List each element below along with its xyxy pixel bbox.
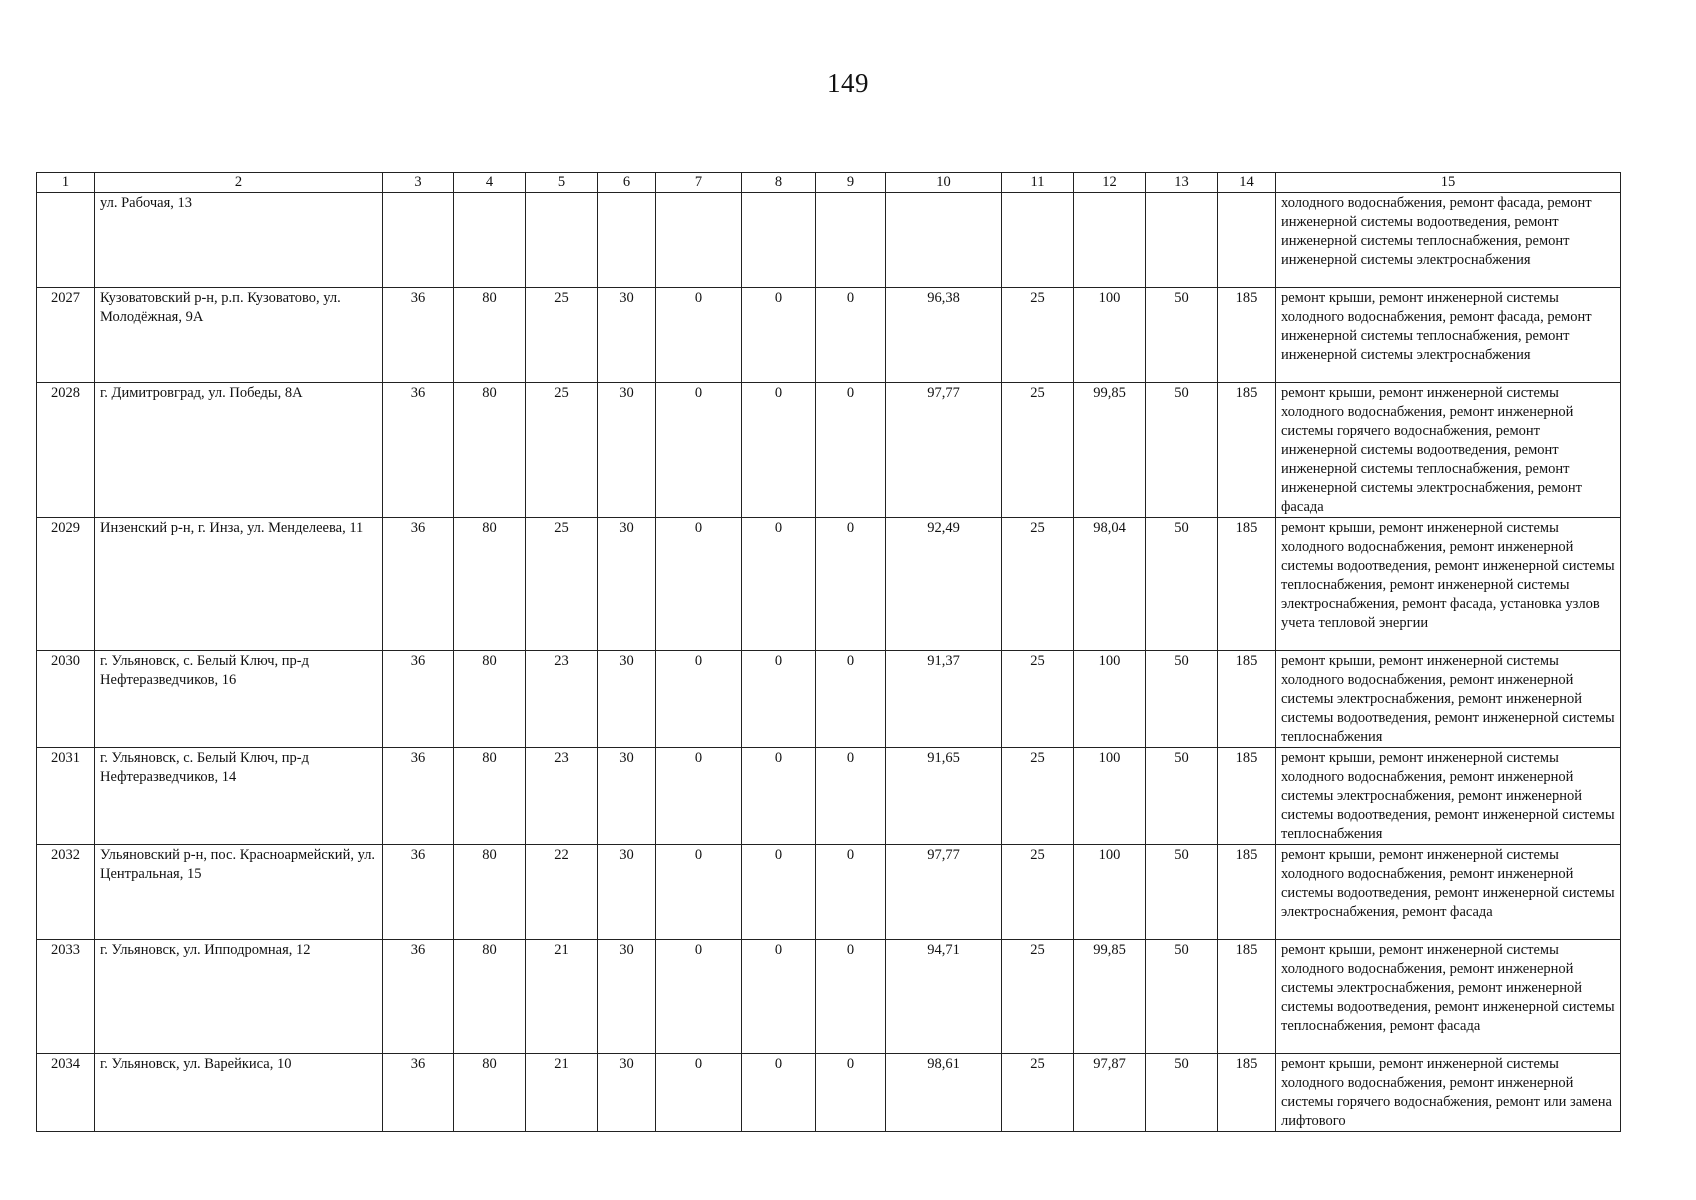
value-cell: 94,71 [886,940,1002,1054]
value-cell: 25 [526,288,598,383]
value-cell: 50 [1146,288,1218,383]
column-header-4: 4 [454,173,526,193]
address-cell: г. Ульяновск, ул. Варейкиса, 10 [95,1054,383,1132]
value-cell: 91,37 [886,651,1002,748]
value-cell: 50 [1146,518,1218,651]
value-cell: 80 [454,288,526,383]
value-cell: 185 [1218,748,1276,845]
row-number-cell: 2030 [37,651,95,748]
value-cell [1002,193,1074,288]
row-number-cell [37,193,95,288]
table-row [37,288,1621,383]
row-number-cell: 2028 [37,383,95,518]
address-cell: Ульяновский р-н, пос. Красноармейский, ул. Центральная, 15 [95,845,383,940]
value-cell: 25 [1002,518,1074,651]
value-cell: 30 [598,288,656,383]
value-cell: 185 [1218,288,1276,383]
value-cell: 97,87 [1074,1054,1146,1132]
value-cell: 0 [656,845,742,940]
value-cell: 36 [383,845,454,940]
value-cell: 0 [656,288,742,383]
value-cell: 185 [1218,651,1276,748]
value-cell: 0 [816,518,886,651]
value-cell [656,193,742,288]
value-cell: 30 [598,1054,656,1132]
value-cell: 0 [816,288,886,383]
value-cell: 185 [1218,845,1276,940]
value-cell: 80 [454,940,526,1054]
value-cell: 100 [1074,748,1146,845]
column-header-15: 15 [1276,173,1621,193]
value-cell: 23 [526,748,598,845]
value-cell: 0 [742,518,816,651]
value-cell: 80 [454,383,526,518]
value-cell: 0 [816,1054,886,1132]
value-cell: 36 [383,383,454,518]
value-cell: 25 [1002,651,1074,748]
value-cell: 0 [742,748,816,845]
row-number-cell: 2031 [37,748,95,845]
value-cell: 0 [742,940,816,1054]
value-cell: 0 [656,1054,742,1132]
table-row [37,748,1621,845]
column-header-3: 3 [383,173,454,193]
value-cell: 0 [742,845,816,940]
column-header-5: 5 [526,173,598,193]
value-cell: 100 [1074,845,1146,940]
column-header-8: 8 [742,173,816,193]
value-cell: 99,85 [1074,940,1146,1054]
value-cell: 98,61 [886,1054,1002,1132]
value-cell: 25 [1002,748,1074,845]
row-number-cell: 2029 [37,518,95,651]
row-number-cell: 2027 [37,288,95,383]
column-header-10: 10 [886,173,1002,193]
value-cell: 0 [816,940,886,1054]
row-number-cell: 2034 [37,1054,95,1132]
row-number-cell: 2032 [37,845,95,940]
value-cell [1146,193,1218,288]
value-cell [1218,193,1276,288]
address-cell: г. Ульяновск, ул. Ипподромная, 12 [95,940,383,1054]
table-row [37,1054,1621,1132]
value-cell: 0 [742,383,816,518]
works-list-cell: ремонт крыши, ремонт инженерной системы холодного водоснабжения, ремонт инженерной системы горячего водоснабжения, ремонт инженерной системы водоотведения, ремонт инженерной системы теплоснабжения, ремонт инженерной системы электроснабжения, ремонт фасада [1276,383,1621,518]
value-cell: 25 [1002,1054,1074,1132]
value-cell: 0 [656,940,742,1054]
works-list-cell: ремонт крыши, ремонт инженерной системы холодного водоснабжения, ремонт инженерной системы электроснабжения, ремонт инженерной системы водоотведения, ремонт инженерной системы теплоснабжения [1276,651,1621,748]
table-row [37,193,1621,288]
value-cell: 185 [1218,940,1276,1054]
address-cell: ул. Рабочая, 13 [95,193,383,288]
value-cell: 80 [454,748,526,845]
address-cell: Кузоватовский р-н, р.п. Кузоватово, ул. Молодёжная, 9А [95,288,383,383]
value-cell: 0 [656,518,742,651]
value-cell: 50 [1146,940,1218,1054]
value-cell: 50 [1146,383,1218,518]
value-cell: 0 [742,1054,816,1132]
value-cell [742,193,816,288]
value-cell: 30 [598,651,656,748]
value-cell: 36 [383,518,454,651]
value-cell: 97,77 [886,845,1002,940]
value-cell: 30 [598,940,656,1054]
value-cell [383,193,454,288]
address-cell: г. Димитровград, ул. Победы, 8А [95,383,383,518]
value-cell: 0 [742,288,816,383]
value-cell [886,193,1002,288]
value-cell: 30 [598,748,656,845]
data-table [36,172,1621,1132]
value-cell: 23 [526,651,598,748]
value-cell: 21 [526,1054,598,1132]
value-cell: 185 [1218,383,1276,518]
value-cell: 100 [1074,288,1146,383]
value-cell: 30 [598,845,656,940]
value-cell: 25 [1002,940,1074,1054]
value-cell: 25 [526,518,598,651]
column-header-6: 6 [598,173,656,193]
column-header-12: 12 [1074,173,1146,193]
works-list-cell: ремонт крыши, ремонт инженерной системы холодного водоснабжения, ремонт фасада, ремонт инженерной системы теплоснабжения, ремонт инженерной системы электроснабжения [1276,288,1621,383]
address-cell: г. Ульяновск, с. Белый Ключ, пр-д Нефтеразведчиков, 14 [95,748,383,845]
page-number: 149 [827,68,869,98]
value-cell: 36 [383,748,454,845]
value-cell: 36 [383,940,454,1054]
value-cell: 80 [454,651,526,748]
header-row [37,173,1621,193]
value-cell: 99,85 [1074,383,1146,518]
value-cell: 185 [1218,1054,1276,1132]
table-row [37,940,1621,1054]
value-cell: 36 [383,651,454,748]
column-header-2: 2 [95,173,383,193]
value-cell: 98,04 [1074,518,1146,651]
value-cell: 0 [656,651,742,748]
value-cell: 80 [454,845,526,940]
value-cell [598,193,656,288]
value-cell: 22 [526,845,598,940]
table-row [37,845,1621,940]
value-cell: 185 [1218,518,1276,651]
value-cell [526,193,598,288]
column-header-14: 14 [1218,173,1276,193]
value-cell: 30 [598,383,656,518]
value-cell: 50 [1146,651,1218,748]
value-cell: 30 [598,518,656,651]
value-cell: 92,49 [886,518,1002,651]
value-cell: 50 [1146,748,1218,845]
works-list-cell: ремонт крыши, ремонт инженерной системы холодного водоснабжения, ремонт инженерной системы водоотведения, ремонт инженерной системы теплоснабжения, ремонт инженерной системы электроснабжения, ремонт фасада, установка узлов учета тепловой энергии [1276,518,1621,651]
works-list-cell: ремонт крыши, ремонт инженерной системы холодного водоснабжения, ремонт инженерной системы электроснабжения, ремонт инженерной системы водоотведения, ремонт инженерной системы теплоснабжения, ремонт фасада [1276,940,1621,1054]
value-cell: 25 [1002,288,1074,383]
address-cell: г. Ульяновск, с. Белый Ключ, пр-д Нефтеразведчиков, 16 [95,651,383,748]
value-cell: 0 [816,845,886,940]
value-cell: 91,65 [886,748,1002,845]
works-list-cell: ремонт крыши, ремонт инженерной системы холодного водоснабжения, ремонт инженерной системы горячего водоснабжения, ремонт или замена лифтового [1276,1054,1621,1132]
value-cell [1074,193,1146,288]
value-cell: 80 [454,518,526,651]
value-cell: 96,38 [886,288,1002,383]
column-header-7: 7 [656,173,742,193]
value-cell: 50 [1146,845,1218,940]
column-header-1: 1 [37,173,95,193]
value-cell: 25 [1002,845,1074,940]
value-cell [816,193,886,288]
address-cell: Инзенский р-н, г. Инза, ул. Менделеева, 11 [95,518,383,651]
value-cell: 0 [656,748,742,845]
works-list-cell: ремонт крыши, ремонт инженерной системы холодного водоснабжения, ремонт инженерной системы водоотведения, ремонт инженерной системы электроснабжения, ремонт фасада [1276,845,1621,940]
table-row [37,651,1621,748]
column-header-13: 13 [1146,173,1218,193]
value-cell: 80 [454,1054,526,1132]
value-cell: 0 [816,651,886,748]
value-cell [454,193,526,288]
value-cell: 0 [816,383,886,518]
column-header-11: 11 [1002,173,1074,193]
works-list-cell: холодного водоснабжения, ремонт фасада, ремонт инженерной системы водоотведения, ремонт инженерной системы теплоснабжения, ремонт инженерной системы электроснабжения [1276,193,1621,288]
value-cell: 25 [1002,383,1074,518]
value-cell: 100 [1074,651,1146,748]
row-number-cell: 2033 [37,940,95,1054]
value-cell: 36 [383,1054,454,1132]
works-list-cell: ремонт крыши, ремонт инженерной системы холодного водоснабжения, ремонт инженерной системы электроснабжения, ремонт инженерной системы водоотведения, ремонт инженерной системы теплоснабжения [1276,748,1621,845]
value-cell: 25 [526,383,598,518]
value-cell: 21 [526,940,598,1054]
value-cell: 0 [742,651,816,748]
value-cell: 50 [1146,1054,1218,1132]
value-cell: 97,77 [886,383,1002,518]
table-row [37,383,1621,518]
value-cell: 0 [656,383,742,518]
table-row [37,518,1621,651]
column-header-9: 9 [816,173,886,193]
value-cell: 36 [383,288,454,383]
value-cell: 0 [816,748,886,845]
